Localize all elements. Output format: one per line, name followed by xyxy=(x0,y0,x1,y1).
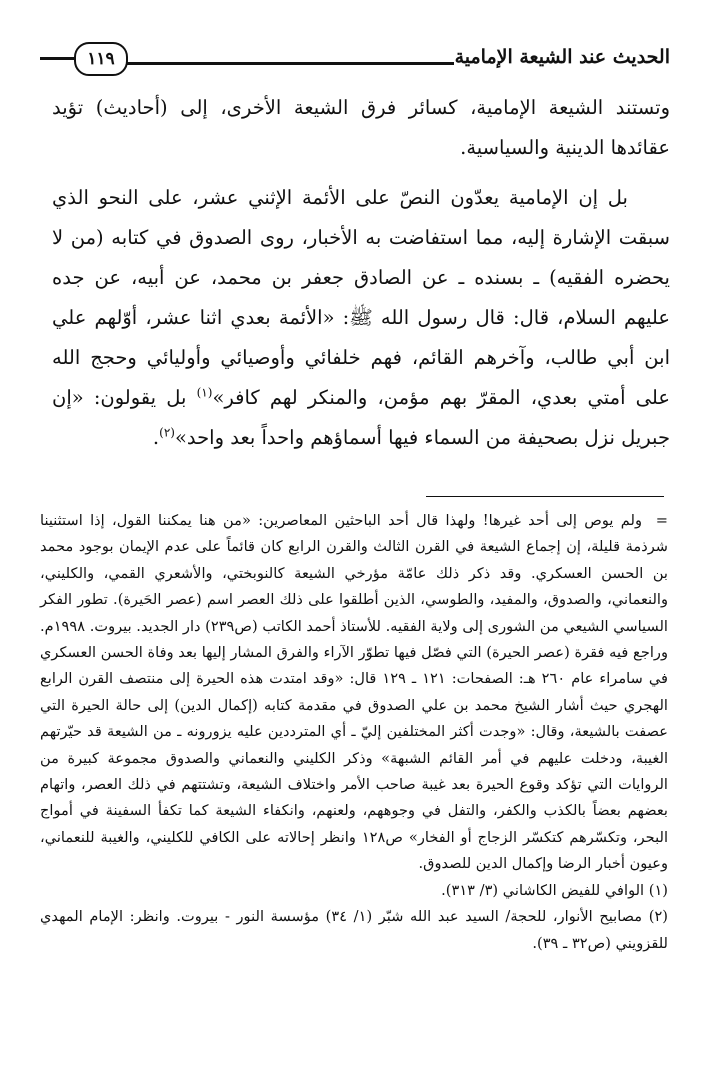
paragraph-2-end: . xyxy=(152,426,160,449)
running-header xyxy=(40,40,670,80)
page-number: ١١٩ xyxy=(74,42,128,76)
footnote-separator xyxy=(426,496,664,497)
footnote-1: (١) الوافي للفيض الكاشاني (٣/ ٣١٣). xyxy=(441,881,668,899)
paragraph-2-part-a: بل إن الإمامية يعدّون النصّ على الأئمة الإثني عشر، على النحو الذي سبقت الإشارة إليه، مما استفاضت به الأخبار، روى الصدوق في كتابه (من لا يحضره الفقيه) ـ بسنده ـ عن الصادق جعفر بن محمد، عن أبيه، عن جده عليهم السلام، قال: قال رسول الله ﷺ: «الأئمة بعدي اثنا عشر، أوّلهم علي ابن أبي طالب، وآخرهم القائم، فهم خلفائي وأوصيائي وأوليائي وحجج الله على أمتي بعدي، المقرّ بهم مؤمن، والمنكر لهم كافر» xyxy=(52,186,671,409)
header-title: الحديث عند الشيعة الإمامية xyxy=(454,46,670,68)
header-rule-tail xyxy=(40,57,76,60)
footnote-continuation xyxy=(40,508,668,878)
continuation-mark: = xyxy=(655,512,668,529)
header-rule xyxy=(126,62,454,65)
paragraph-2-part-b: بل يقولون: «إن جبريل نزل بصحيفة من السماء فيها أسماؤهم واحداً بعد واحد» xyxy=(52,386,670,449)
main-text xyxy=(52,88,670,458)
paragraph-2 xyxy=(52,178,670,458)
footnote-ref-1[interactable]: (١) xyxy=(196,385,213,400)
footnote-continuation-text: ولم يوص إلى أحد غيرها! ولهذا قال أحد الباحثين المعاصرين: «من هنا يمكننا القول، إذا استثنينا شرذمة قليلة، إن إجماع الشيعة في القرن الثالث والقرن الرابع كان قائماً على عدم الإيمان بوجود محمد بن الحسن العسكري. وقد ذكر ذلك عامّة مؤرخي الشيعة كالنوبختي، والأشعري القمي، والكليني، والنعماني، والصدوق، والمفيد، والطوسي، الذين أطلقوا على ذلك العصر اسم (عصر الحَيرة). تطور الفكر السياسي الشيعي من الشورى إلى ولاية الفقيه. للأستاذ أحمد الكاتب (ص٢٣٩) دار الجديد. بيروت. ١٩٩٨م. وراجع فيه فقرة (عصر الحيرة) التي فصّل فيها تطوّر الآراء والفرق المشار إليها بعد وفاة الحسن العسكري في سامراء عام ٢٦٠ هـ: الصفحات: ١٢١ ـ ١٢٩ قال: «وقد امتدت هذه الحيرة إلى منتصف القرن الرابع الهجري حيث أشار الشيخ محمد بن علي الصدوق في مقدمة كتابه (إكمال الدين) إلى حالة الحيرة التي عصفت بالشيعة، وقال: «وجدت أكثر المختلفين إليّ ـ أي المترددين عليه يزورونه ـ من الشيعة قد حيّرتهم الغيبة، ودخلت عليهم في أمر القائم الشبهة» وذكر الكليني والنعماني والصدوق مجموعة كبيرة من الروايات التي تؤكد وقوع الحيرة بعد غيبة صاحب الأمر واختلاف الشيعة، وتشتتهم في ذلك العصر، واتهام بعضهم بعضاً بالكذب والكفر، والتفل في وجوههم، ولعنهم، وانكفاء الشيعة كما تكفأ السفينة في أمواج البحر، وتكسّرهم كتكسّر الزجاج أو الفخار» ص١٢٨ وانظر إحالاته على الكافي للكليني، والغيبة للنعماني، وعيون أخبار الرضا وإكمال الدين للصدوق. xyxy=(40,512,668,873)
footnotes xyxy=(40,508,668,957)
footnote-2: (٢) مصابيح الأنوار، للحجة/ السيد عبد الله شبّر (١/ ٣٤) مؤسسة النور - بيروت. وانظر: الإمام المهدي للقزويني (ص٣٢ ـ ٣٩). xyxy=(40,908,668,952)
footnote-ref-2[interactable]: (٢) xyxy=(159,425,175,440)
paragraph-1: وتستند الشيعة الإمامية، كسائر فرق الشيعة الأخرى، إلى (أحاديث) تؤيد عقائدها الدينية والسياسية. xyxy=(52,96,670,159)
